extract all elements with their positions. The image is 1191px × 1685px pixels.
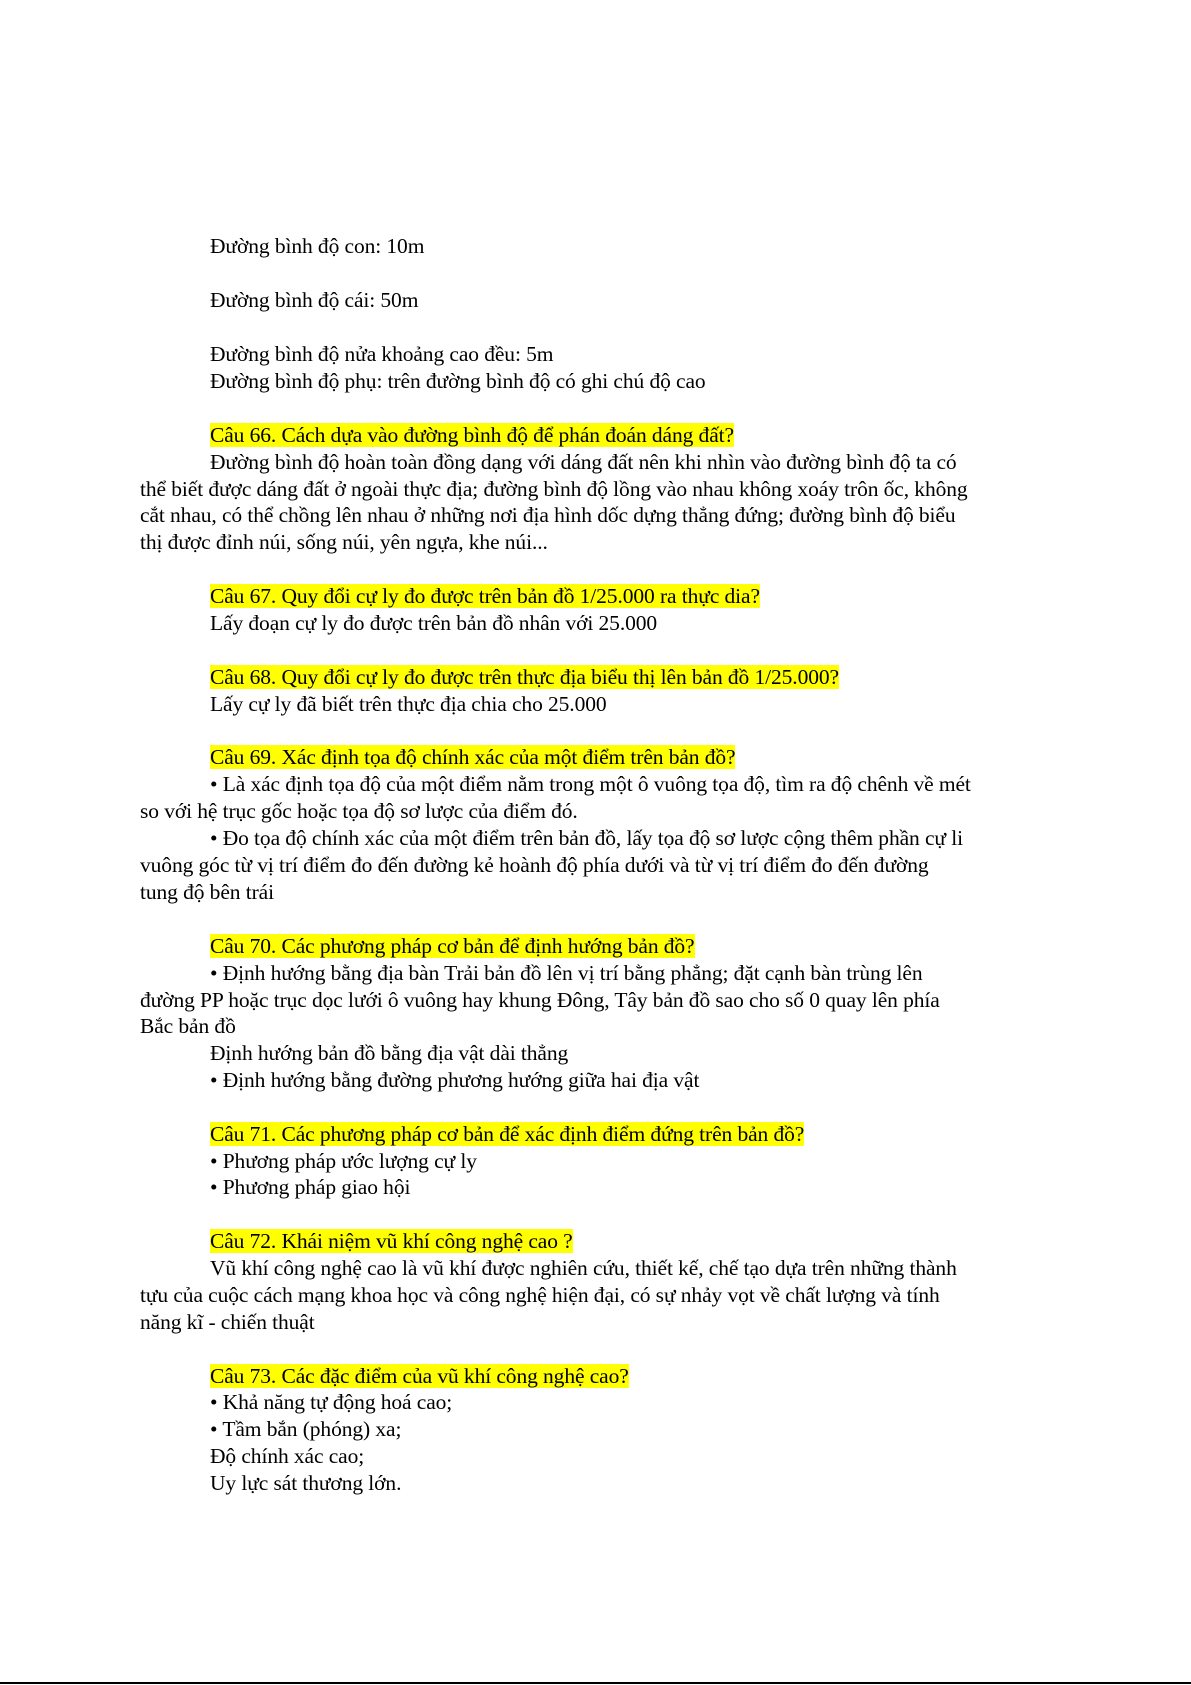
answer-line: Bắc bản đồ [140, 1014, 236, 1038]
answer-line: Lấy cự ly đã biết trên thực địa chia cho 25.000 [210, 692, 607, 716]
question-70-heading [210, 933, 695, 959]
answer-line: Độ chính xác cao; [210, 1444, 365, 1468]
answer-line: tung độ bên trái [140, 880, 274, 904]
question-68-heading [210, 664, 839, 690]
answer-line: năng kĩ - chiến thuật [140, 1310, 315, 1334]
question-66-title: Câu 66. Cách dựa vào đường bình độ để phán đoán dáng đất? [210, 423, 734, 447]
answer-line: Lấy đoạn cự ly đo được trên bản đồ nhân với 25.000 [210, 611, 658, 635]
answer-line: • Đo tọa độ chính xác của một điểm trên bản đồ, lấy tọa độ sơ lược cộng thêm phần cự li [210, 826, 963, 850]
intro-line: Đường bình độ phụ: trên đường bình độ có ghi chú độ cao [210, 369, 706, 393]
question-69-heading [210, 744, 735, 770]
question-71-heading [210, 1121, 804, 1147]
answer-line: • Phương pháp giao hội [210, 1175, 411, 1199]
question-73-title: Câu 73. Các đặc điểm của vũ khí công nghệ cao? [210, 1364, 629, 1388]
answer-line: Đường bình độ hoàn toàn đồng dạng với dáng đất nên khi nhìn vào đường bình độ ta có [210, 450, 957, 474]
footer-rule [0, 1682, 1191, 1684]
intro-line: Đường bình độ cái: 50m [210, 288, 419, 312]
intro-line: Đường bình độ nửa khoảng cao đều: 5m [210, 342, 554, 366]
question-69-title: Câu 69. Xác định tọa độ chính xác của một điểm trên bản đồ? [210, 745, 736, 769]
answer-line: đường PP hoặc trục dọc lưới ô vuông hay khung Đông, Tây bản đồ sao cho số 0 quay lên phía [140, 988, 940, 1012]
question-72-title: Câu 72. Khái niệm vũ khí công nghệ cao ? [210, 1229, 573, 1253]
answer-line: thị được đỉnh núi, sống núi, yên ngựa, khe núi... [140, 530, 548, 554]
intro-line: Đường bình độ con: 10m [210, 234, 425, 258]
question-70-title: Câu 70. Các phương pháp cơ bản để định hướng bản đồ? [210, 934, 695, 958]
answer-line: • Là xác định tọa độ của một điểm nằm trong một ô vuông tọa độ, tìm ra độ chênh về mét [210, 772, 971, 796]
answer-line: vuông góc từ vị trí điểm đo đến đường kẻ hoành độ phía dưới và từ vị trí điểm đo đến đường [140, 853, 929, 877]
answer-line: so với hệ trục gốc hoặc tọa độ sơ lược của điểm đó. [140, 799, 578, 823]
question-68-title: Câu 68. Quy đổi cự ly đo được trên thực địa biểu thị lên bản đồ 1/25.000? [210, 665, 839, 689]
answer-line: • Phương pháp ước lượng cự ly [210, 1149, 477, 1173]
answer-line: Vũ khí công nghệ cao là vũ khí được nghiên cứu, thiết kế, chế tạo dựa trên những thành [210, 1256, 957, 1280]
answer-line: Định hướng bản đồ bằng địa vật dài thẳng [210, 1041, 569, 1065]
question-73-heading [210, 1363, 629, 1389]
answer-line: • Tầm bắn (phóng) xa; [210, 1417, 402, 1441]
question-71-title: Câu 71. Các phương pháp cơ bản để xác định điểm đứng trên bản đồ? [210, 1122, 805, 1146]
answer-line: cắt nhau, có thể chồng lên nhau ở những nơi địa hình dốc dựng thẳng đứng; đường bình độ biểu [140, 503, 956, 527]
question-66-heading [210, 422, 734, 448]
answer-line: Uy lực sát thương lớn. [210, 1471, 402, 1495]
answer-line: • Khả năng tự động hoá cao; [210, 1390, 453, 1414]
answer-line: • Định hướng bằng đường phương hướng giữa hai địa vật [210, 1068, 700, 1092]
question-72-heading [210, 1228, 573, 1254]
answer-line: • Định hướng bằng địa bàn Trải bản đồ lên vị trí bằng phẳng; đặt cạnh bàn trùng lên [210, 961, 923, 985]
answer-line: thể biết được dáng đất ở ngoài thực địa; đường bình độ lồng vào nhau không xoáy trôn ốc, không [140, 477, 968, 501]
question-67-title: Câu 67. Quy đổi cự ly đo được trên bản đồ 1/25.000 ra thực dia? [210, 584, 760, 608]
answer-line: tựu của cuộc cách mạng khoa học và công nghệ hiện đại, có sự nhảy vọt về chất lượng và tính [140, 1283, 940, 1307]
question-67-heading [210, 583, 760, 609]
